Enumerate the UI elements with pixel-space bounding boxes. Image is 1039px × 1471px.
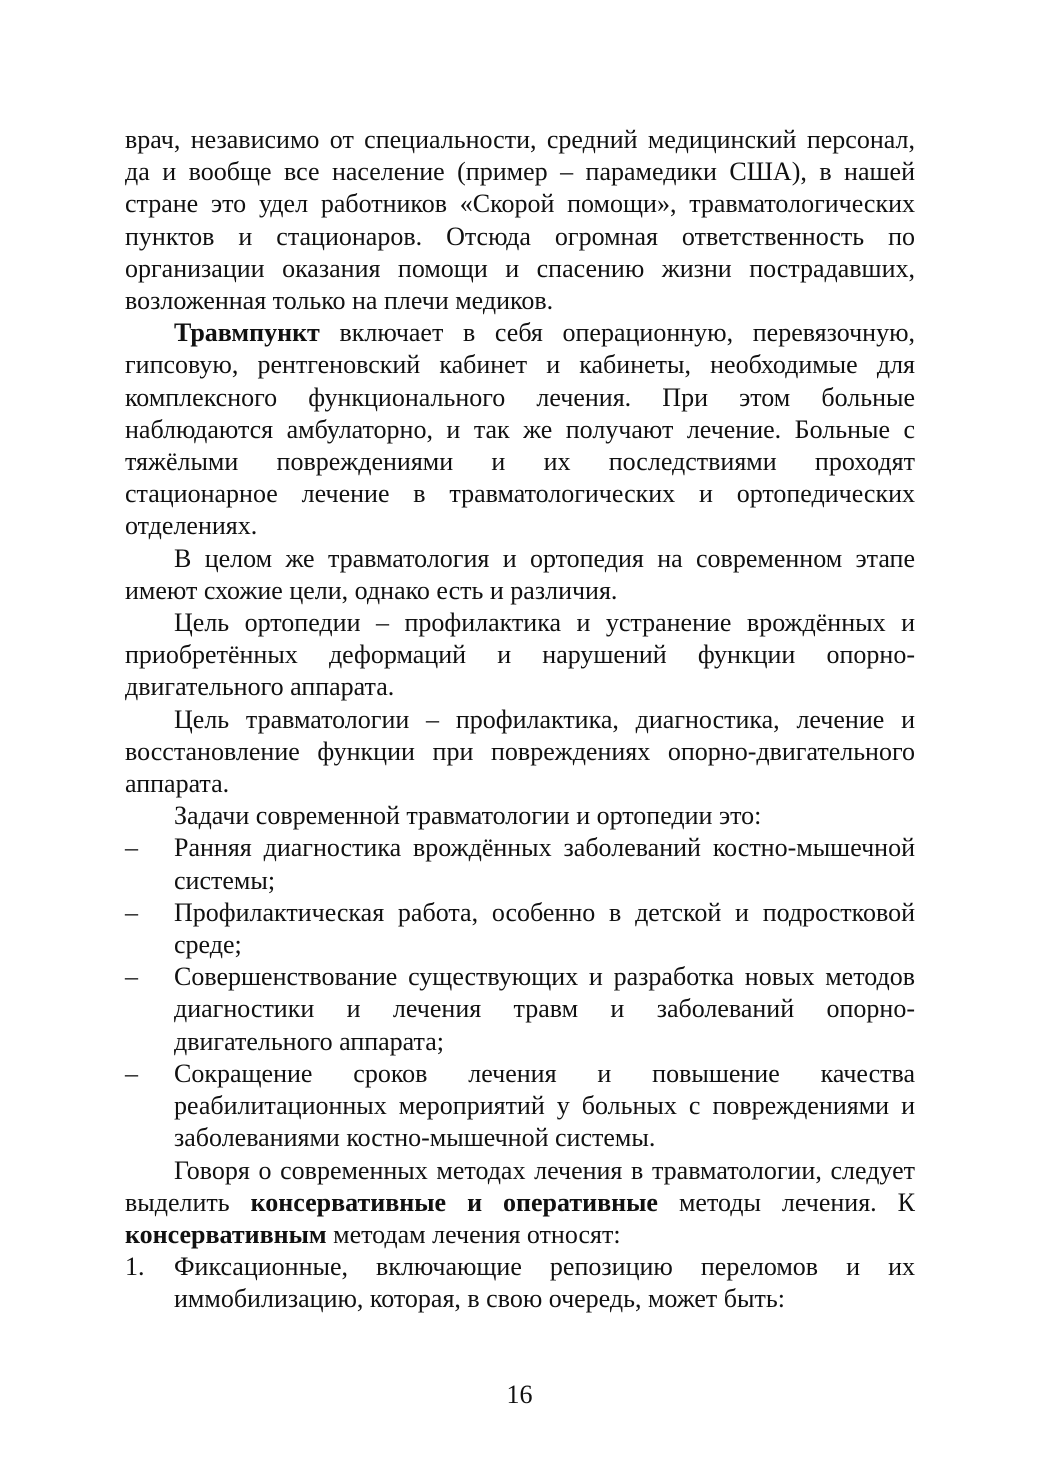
list-number: 1. <box>125 1252 145 1282</box>
list-item-text: Ранняя диагностика врождённых заболеваний костно-мышечной системы; <box>174 833 915 895</box>
paragraph-treatment-methods <box>125 1155 915 1252</box>
tasks-list <box>125 832 915 1154</box>
list-item-text: Фиксационные, включающие репозицию переломов и их иммобилизацию, которая, в свою очередь, может быть: <box>174 1252 915 1314</box>
dash-marker: – <box>125 833 138 863</box>
term-trauma-center: Травмпункт <box>174 318 320 348</box>
list-item <box>125 1058 915 1155</box>
term-conservative-operative: консервативные и оперативные <box>250 1187 658 1217</box>
list-item <box>125 832 915 896</box>
page-body <box>125 124 915 1316</box>
treatment-methods-text-c: методы лечения. К <box>657 1187 916 1217</box>
page-number: 16 <box>506 1380 533 1409</box>
treatment-methods-text-a: Говоря о современных методах лечения в травматологии, следует выделить <box>125 1155 915 1217</box>
paragraph-traumatology-goal: Цель травматологии – профилактика, диагностика, лечение и восстановление функции при повреждениях опорно-двигательного аппарата. <box>125 704 915 799</box>
dash-marker: – <box>125 897 138 927</box>
paragraph-tasks-intro: Задачи современной травматологии и ортопедии это: <box>174 801 762 831</box>
list-item <box>125 1251 915 1315</box>
list-item <box>125 961 915 1058</box>
methods-list <box>125 1251 915 1315</box>
paragraph-overall: В целом же травматология и ортопедия на современном этапе имеют схожие цели, однако есть и различия. <box>125 543 915 605</box>
dash-marker: – <box>125 1058 138 1088</box>
paragraph-trauma-center <box>125 317 915 542</box>
dash-marker: – <box>125 962 138 992</box>
paragraph-trauma-center-text: включает в себя операционную, перевязочную, гипсовую, рентгеновский кабинет и кабинеты, необходимые для комплексного функционального лечения. При этом больные наблюдаются амбулаторно, и так же получают лечение. Больные с тяжёлыми повреждениями и их последствиями проходят стационарное лечение в травматологических и ортопедических отделениях. <box>125 318 915 541</box>
paragraph-orthopedics-goal: Цель ортопедии – профилактика и устранение врождённых и приобретённых деформаций и нарушений функции опорно-двигательного аппарата. <box>125 608 915 702</box>
list-item-text: Совершенствование существующих и разработка новых методов диагностики и лечения травм и заболеваний опорно-двигательного аппарата; <box>174 962 915 1056</box>
paragraph-intro: врач, независимо от специальности, средний медицинский персонал, да и вообще все население (пример – парамедики США), в нашей стране это удел работников «Скорой помощи», травматологических пунктов и стационаров. Отсюда огромная ответственность по организации оказания помощи и спасению жизни пострадавших, возложенная только на плечи медиков. <box>125 125 915 316</box>
term-conservative: консервативным <box>125 1219 327 1249</box>
list-item-text: Сокращение сроков лечения и повышение качества реабилитационных мероприятий у больных с повреждениями и заболеваниями костно-мышечной системы. <box>174 1058 915 1153</box>
list-item <box>125 897 915 961</box>
list-item-text: Профилактическая работа, особенно в детской и подростковой среде; <box>174 897 915 960</box>
treatment-methods-text-d: методам лечения относят: <box>326 1219 621 1249</box>
